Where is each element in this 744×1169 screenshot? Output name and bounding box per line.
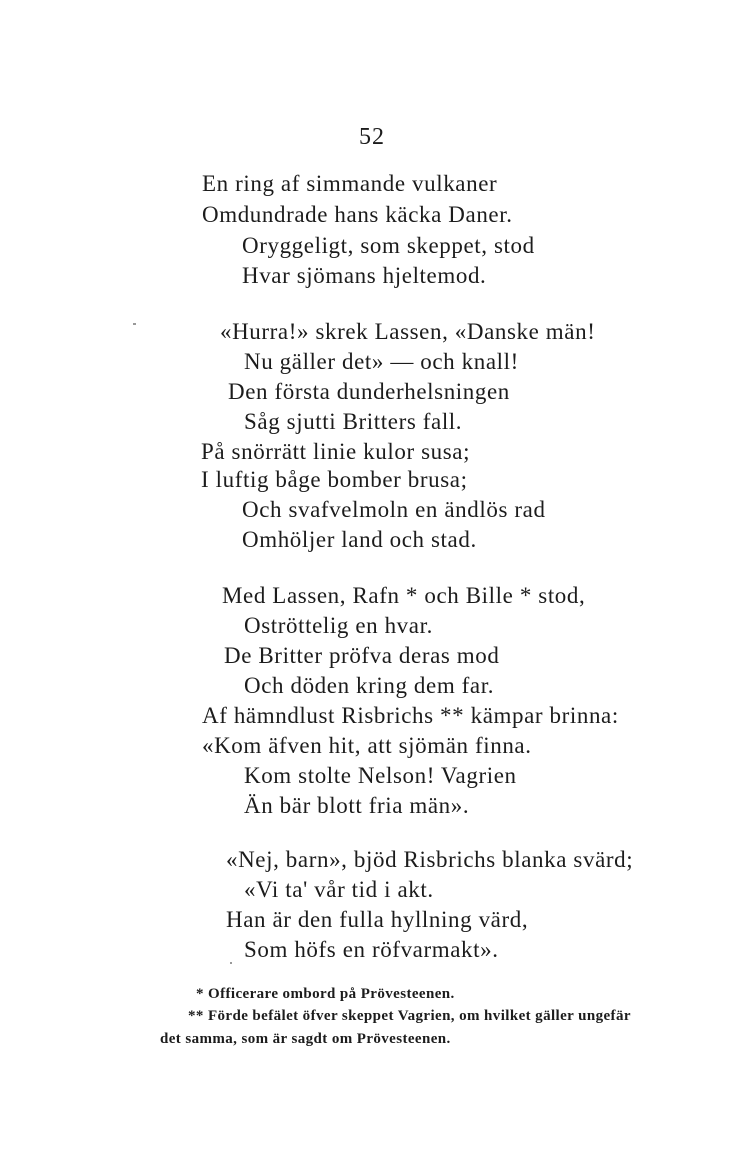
verse-line: «Kom äfven hit, att sjömän finna. — [202, 733, 532, 758]
verse-line: Som höfs en röfvarmakt». — [244, 937, 499, 962]
verse-line: Och döden kring dem far. — [244, 673, 495, 698]
footnote: ** Förde befälet öfver skeppet Vagrien, om hvilket gäller ungefär — [188, 1008, 631, 1024]
page-number: 52 — [359, 124, 385, 150]
verse-line: Omdundrade hans käcka Daner. — [202, 202, 513, 227]
margin-speck — [230, 962, 232, 964]
verse-line: «Vi ta' vår tid i akt. — [244, 877, 434, 902]
verse-line: Nu gäller det» — och knall! — [244, 349, 519, 374]
verse-line: Hvar sjömans hjeltemod. — [242, 263, 487, 288]
verse-line: Han är den fulla hyllning värd, — [226, 907, 529, 932]
verse-line: Omhöljer land och stad. — [242, 527, 477, 552]
footnote: * Officerare ombord på Prövesteenen. — [196, 986, 455, 1002]
verse-line: Och svafvelmoln en ändlös rad — [242, 497, 546, 522]
verse-line: Oströttelig en hvar. — [244, 613, 433, 638]
verse-line: På snörrätt linie kulor susa; — [201, 439, 471, 464]
verse-line: Med Lassen, Rafn * och Bille * stod, — [222, 583, 586, 608]
footnote-continuation: det samma, som är sagdt om Prövesteenen. — [160, 1031, 451, 1047]
verse-line: En ring af simmande vulkaner — [202, 171, 498, 196]
verse-line: Oryggeligt, som skeppet, stod — [242, 233, 535, 258]
verse-line: «Hurra!» skrek Lassen, «Danske män! — [220, 319, 596, 344]
verse-line: Kom stolte Nelson! Vagrien — [244, 763, 517, 788]
verse-line: Den första dunderhelsningen — [228, 379, 510, 404]
verse-line: I luftig båge bomber brusa; — [201, 467, 468, 492]
verse-line: Än bär blott fria män». — [244, 793, 470, 818]
verse-line: Af hämndlust Risbrichs ** kämpar brinna: — [202, 703, 619, 728]
verse-line: De Britter pröfva deras mod — [224, 643, 500, 668]
margin-speck — [133, 323, 136, 325]
verse-line: Såg sjutti Britters fall. — [244, 409, 463, 434]
verse-line: «Nej, barn», bjöd Risbrichs blanka svärd; — [226, 847, 634, 872]
